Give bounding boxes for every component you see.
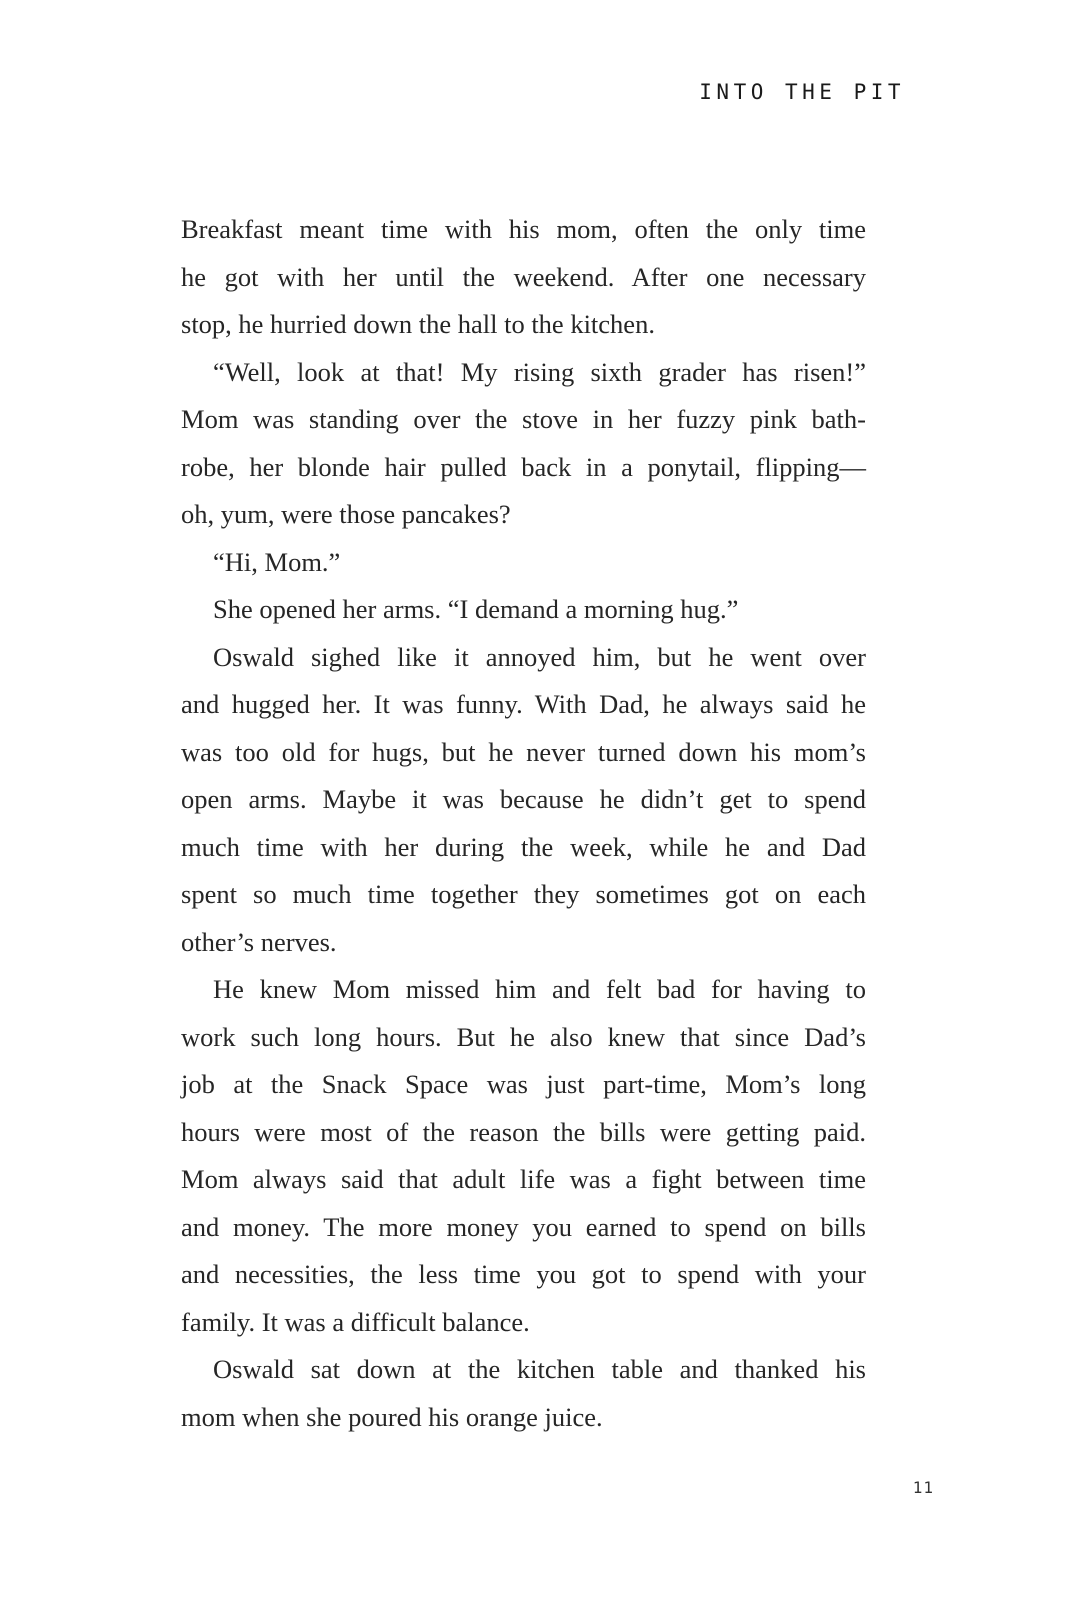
text-line: He knew Mom missed him and felt bad for having to: [213, 974, 866, 1004]
text-line: Breakfast meant time with his mom, often the only time: [181, 214, 866, 244]
text-line: stop, he hurried down the hall to the kitchen.: [181, 309, 655, 339]
text-line: spent so much time together they sometimes got on each: [181, 879, 866, 909]
text-line: was too old for hugs, but he never turned down his mom’s: [181, 736, 866, 767]
text-line: “Well, look at that! My rising sixth grader has risen!”: [213, 356, 866, 387]
text-line: “Hi, Mom.”: [213, 546, 341, 577]
text-line: Mom always said that adult life was a fight between time: [181, 1164, 866, 1194]
text-line: other’s nerves.: [181, 926, 337, 957]
text-line: and money. The more money you earned to spend on bills: [181, 1211, 866, 1242]
text-line: She opened her arms. “I demand a morning hug.”: [213, 594, 739, 624]
running-header: INTO THE PIT: [699, 80, 905, 104]
text-line: and hugged her. It was funny. With Dad, he always said he: [181, 689, 866, 719]
body-text: [181, 206, 866, 1441]
text-line: mom when she poured his orange juice.: [181, 1401, 603, 1432]
text-line: and necessities, the less time you got to spend with your: [181, 1259, 866, 1289]
text-line: family. It was a difficult balance.: [181, 1306, 530, 1337]
text-line: work such long hours. But he also knew that since Dad’s: [181, 1021, 866, 1052]
text-line: robe, her blonde hair pulled back in a ponytail, flipping—: [181, 451, 866, 482]
text-line: Oswald sat down at the kitchen table and thanked his: [213, 1354, 866, 1384]
page-number: 11: [912, 1478, 934, 1497]
text-line: Oswald sighed like it annoyed him, but he went over: [213, 641, 866, 672]
text-line: job at the Snack Space was just part-time, Mom’s long: [181, 1069, 866, 1099]
text-line: Mom was standing over the stove in her fuzzy pink bath-: [181, 404, 866, 434]
text-line: hours were most of the reason the bills were getting paid.: [181, 1116, 866, 1147]
text-line: oh, yum, were those pancakes?: [181, 499, 511, 529]
text-line: open arms. Maybe it was because he didn’t get to spend: [181, 784, 866, 814]
text-line: much time with her during the week, while he and Dad: [181, 831, 866, 862]
text-line: he got with her until the weekend. After one necessary: [181, 261, 866, 292]
